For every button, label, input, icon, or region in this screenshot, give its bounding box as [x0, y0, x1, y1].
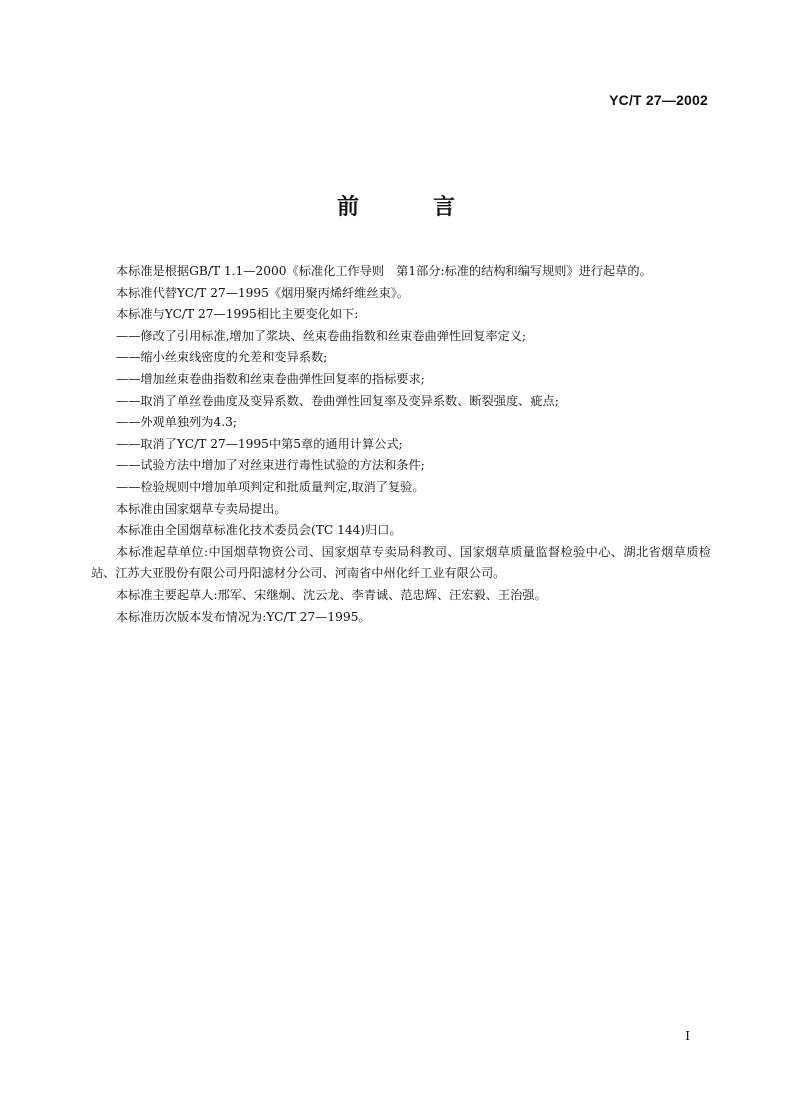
paragraph-history: 本标准历次版本发布情况为:YC/T 27—1995。	[116, 609, 371, 624]
paragraph-changes-intro: 本标准与YC/T 27—1995相比主要变化如下:	[116, 307, 359, 322]
list-item: ——取消了YC/T 27—1995中第5章的通用计算公式;	[116, 436, 403, 451]
page-title: 前 言	[336, 195, 481, 220]
list-item: ——取消了单丝卷曲度及变异系数、卷曲弹性回复率及变异系数、断裂强度、疵点;	[116, 393, 559, 408]
list-item: ——增加丝束卷曲指数和丝束卷曲弹性回复率的指标要求;	[116, 371, 425, 386]
paragraph-drafters: 本标准主要起草人:邢军、宋继炯、沈云龙、李青诚、范忠辉、汪宏毅、王治强。	[116, 587, 547, 602]
paragraph-managed-by: 本标准由全国烟草标准化技术委员会(TC 144)归口。	[116, 523, 402, 538]
list-item: ——修改了引用标准,增加了浆块、丝束卷曲指数和丝束卷曲弹性回复率定义;	[116, 328, 527, 343]
list-item: ——试验方法中增加了对丝束进行毒性试验的方法和条件;	[116, 458, 425, 473]
list-item: ——检验规则中增加单项判定和批质量判定,取消了复验。	[116, 479, 425, 494]
changes-list	[91, 326, 711, 499]
paragraph-proposed-by: 本标准由国家烟草专卖局提出。	[116, 501, 287, 516]
page-number: I	[685, 1029, 690, 1043]
foreword-body	[91, 261, 711, 628]
standard-code: YC/T 27—2002	[609, 92, 708, 108]
list-item: ——缩小丝束线密度的允差和变异系数;	[116, 350, 328, 365]
paragraph-basis: 本标准是根据GB/T 1.1—2000《标准化工作导则 第1部分:标准的结构和编写规则》进行起草的。	[116, 264, 652, 278]
list-item: ——外观单独列为4.3;	[116, 415, 237, 430]
paragraph-drafting-units: 本标准起草单位:中国烟草物资公司、国家烟草专卖局科教司、国家烟草质量监督检验中心、湖北省烟草质检站、江苏大亚股份有限公司丹阳滤材分公司、河南省中州化纤工业有限公司。	[91, 544, 711, 581]
paragraph-replaces: 本标准代替YC/T 27—1995《烟用聚丙烯纤维丝束》。	[116, 285, 410, 300]
